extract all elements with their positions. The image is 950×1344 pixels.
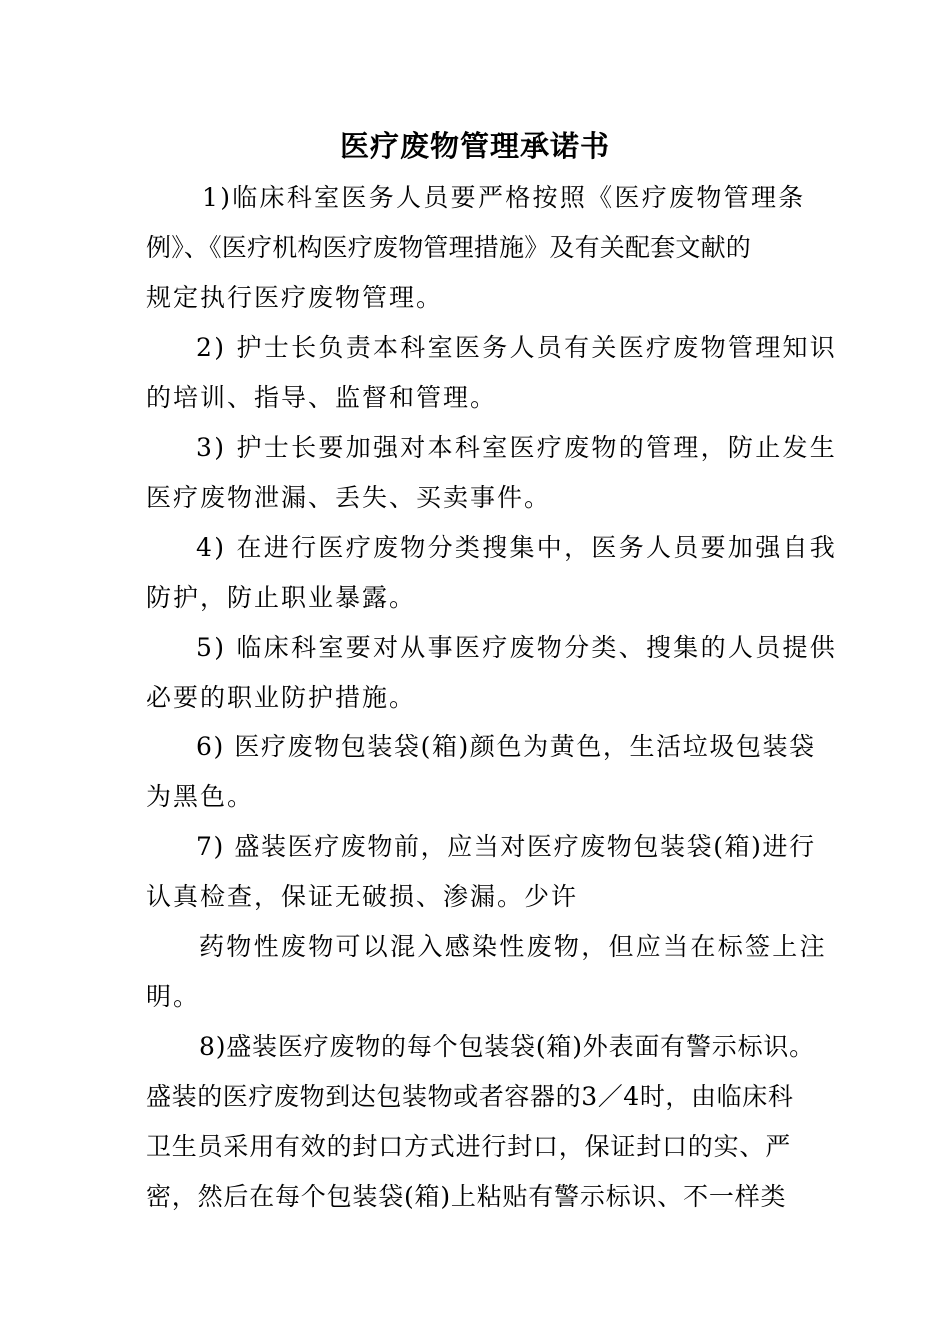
text-line-21: 密，然后在每个包装袋(箱)上粘贴有警示标识、不一样类 <box>146 1182 787 1211</box>
text-line-11: 必要的职业防护措施。 <box>146 683 417 712</box>
text-line-6: 3) 护士长要加强对本科室医疗废物的管理，防止发生 <box>196 433 838 462</box>
document-title: 医疗废物管理承诺书 <box>339 129 610 163</box>
text-line-2: 例》、《医疗机构医疗废物管理措施》及有关配套文献的 <box>146 233 752 262</box>
text-line-18: 8)盛装医疗废物的每个包装袋(箱)外表面有警示标识。 <box>199 1032 815 1061</box>
text-line-13: 为黑色。 <box>146 782 255 811</box>
text-line-19: 盛装的医疗废物到达包装物或者容器的3／4时，由临床科 <box>146 1082 794 1111</box>
text-line-16: 药物性废物可以混入感染性废物，但应当在标签上注 <box>199 932 827 961</box>
text-line-1: 1)临床科室医务人员要严格按照《医疗废物管理条 <box>202 183 806 212</box>
text-line-5: 的培训、指导、监督和管理。 <box>146 383 498 412</box>
text-line-4: 2) 护士长负责本科室医务人员有关医疗废物管理知识 <box>196 333 838 362</box>
text-line-17: 明。 <box>146 982 201 1011</box>
text-line-7: 医疗废物泄漏、丢失、买卖事件。 <box>146 483 552 512</box>
text-line-9: 防护，防止职业暴露。 <box>146 583 417 612</box>
text-line-15: 认真检查，保证无破损、渗漏。少许 <box>146 882 579 911</box>
text-line-12: 6) 医疗废物包装袋(箱)颜色为黄色，生活垃圾包装袋 <box>196 732 816 761</box>
text-line-8: 4) 在进行医疗废物分类搜集中，医务人员要加强自我 <box>196 533 838 562</box>
text-line-10: 5) 临床科室要对从事医疗废物分类、搜集的人员提供 <box>196 633 838 662</box>
text-line-3: 规定执行医疗废物管理。 <box>146 283 444 312</box>
text-line-14: 7) 盛装医疗废物前，应当对医疗废物包装袋(箱)进行 <box>196 832 816 861</box>
text-line-20: 卫生员采用有效的封口方式进行封口，保证封口的实、严 <box>146 1132 792 1161</box>
